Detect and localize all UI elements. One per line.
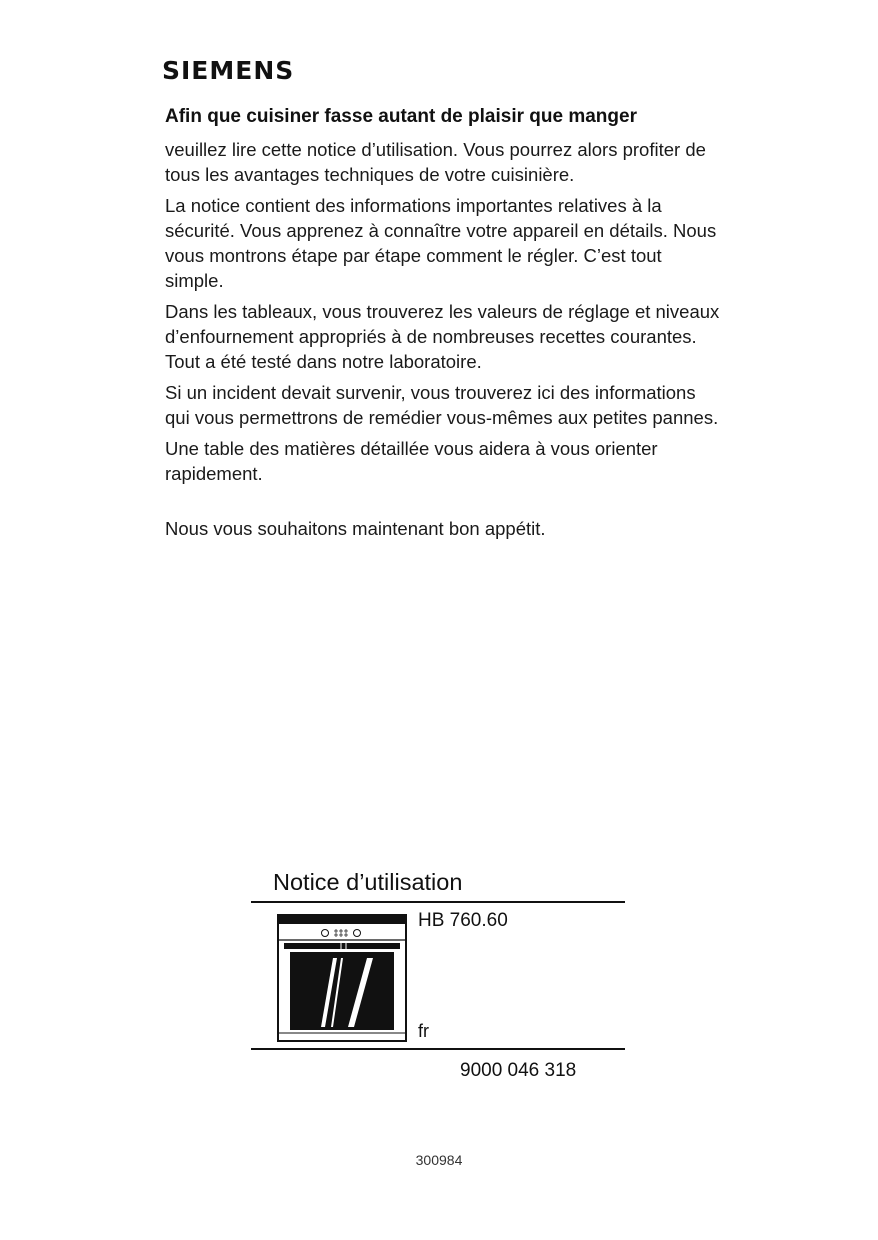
language-code: fr <box>418 1021 429 1041</box>
model-number: HB 760.60 <box>418 910 508 931</box>
cover-block <box>251 866 625 1096</box>
top-divider <box>251 901 625 903</box>
intro-section <box>165 104 725 547</box>
intro-heading: Afin que cuisiner fasse autant de plaisir que manger <box>165 106 637 127</box>
manual-title: Notice d’utilisation <box>273 869 463 895</box>
bottom-divider <box>251 1048 625 1050</box>
oven-icon <box>277 914 407 1042</box>
closing-line: Nous vous souhaitons maintenant bon appétit. <box>165 518 546 539</box>
intro-paragraph: La notice contient des informations importantes relatives à la sécurité. Vous apprenez à connaître votre appareil en détails. Nous vous montrons étape par étape comment le régler. C’est tout simple. <box>165 195 717 291</box>
intro-paragraph: Si un incident devait survenir, vous trouverez ici des informations qui vous permettrons de remédier vous-mêmes aux petites pannes. <box>165 382 719 428</box>
part-number: 9000 046 318 <box>460 1060 577 1081</box>
brand-logo: SIEMENS <box>162 56 295 85</box>
intro-paragraph: veuillez lire cette notice d’utilisation. Vous pourrez alors profiter de tous les avantages techniques de votre cuisinière. <box>165 139 706 185</box>
footer-code: 300984 <box>415 1152 463 1168</box>
intro-paragraph: Une table des matières détaillée vous aidera à vous orienter rapidement. <box>165 438 658 484</box>
intro-paragraph: Dans les tableaux, vous trouverez les valeurs de réglage et niveaux d’enfournement appropriés à de nombreuses recettes courantes. Tout a été testé dans notre laboratoire. <box>165 301 720 372</box>
